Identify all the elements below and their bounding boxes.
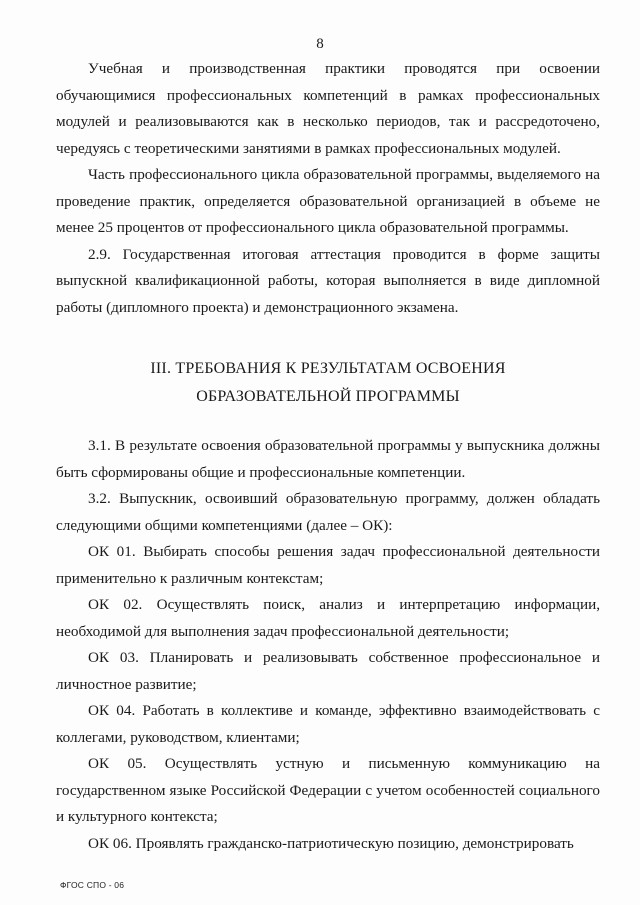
- section-heading-line1: III. ТРЕБОВАНИЯ К РЕЗУЛЬТАТАМ ОСВОЕНИЯ: [150, 360, 506, 377]
- page-number: 8: [316, 36, 324, 52]
- section-heading: [56, 355, 600, 411]
- paragraph-final-attestation: 2.9. Государственная итоговая аттестация проводится в форме защиты выпускной квалификационной работы, которая выполняется в виде дипломной работы (дипломного проекта) и демонстрационного экзамена.: [56, 245, 600, 316]
- competency-ok-02: ОК 02. Осуществлять поиск, анализ и интерпретацию информации, необходимой для выполнения задач профессиональной деятельности;: [56, 596, 600, 640]
- document-body: [56, 56, 600, 857]
- footer-code: ФГОС СПО - 06: [60, 880, 125, 890]
- section-heading-line2: ОБРАЗОВАТЕЛЬНОЙ ПРОГРАММЫ: [196, 388, 460, 405]
- competency-ok-01: ОК 01. Выбирать способы решения задач профессиональной деятельности применительно к различным контекстам;: [56, 543, 600, 587]
- competency-ok-05: ОК 05. Осуществлять устную и письменную коммуникацию на государственном языке Российской Федерации с учетом особенностей социального и культурного контекста;: [56, 755, 600, 825]
- paragraph-practice-share: Часть профессионального цикла образовательной программы, выделяемого на проведение практик, определяется образовательной организацией в объеме не менее 25 процентов от профессионального цикла образовательной программы.: [56, 166, 600, 236]
- competency-ok-03: ОК 03. Планировать и реализовывать собственное профессиональное и личностное развитие;: [56, 649, 600, 693]
- paragraph-3-2: 3.2. Выпускник, освоивший образовательную программу, должен обладать следующими общими компетенциями (далее – ОК):: [56, 490, 600, 534]
- paragraph-3-1: 3.1. В результате освоения образовательной программы у выпускника должны быть сформированы общие и профессиональные компетенции.: [56, 437, 600, 481]
- competency-ok-04: ОК 04. Работать в коллективе и команде, эффективно взаимодействовать с коллегами, руководством, клиентами;: [56, 702, 600, 746]
- paragraph-practice: Учебная и производственная практики проводятся при освоении обучающимися профессиональных компетенций в рамках профессиональных модулей и реализовываются как в несколько периодов, так и рассредоточено, чередуясь с теоретическими занятиями в рамках профессиональных модулей.: [56, 60, 600, 157]
- competency-ok-06: ОК 06. Проявлять гражданско-патриотическую позицию, демонстрировать: [88, 834, 574, 852]
